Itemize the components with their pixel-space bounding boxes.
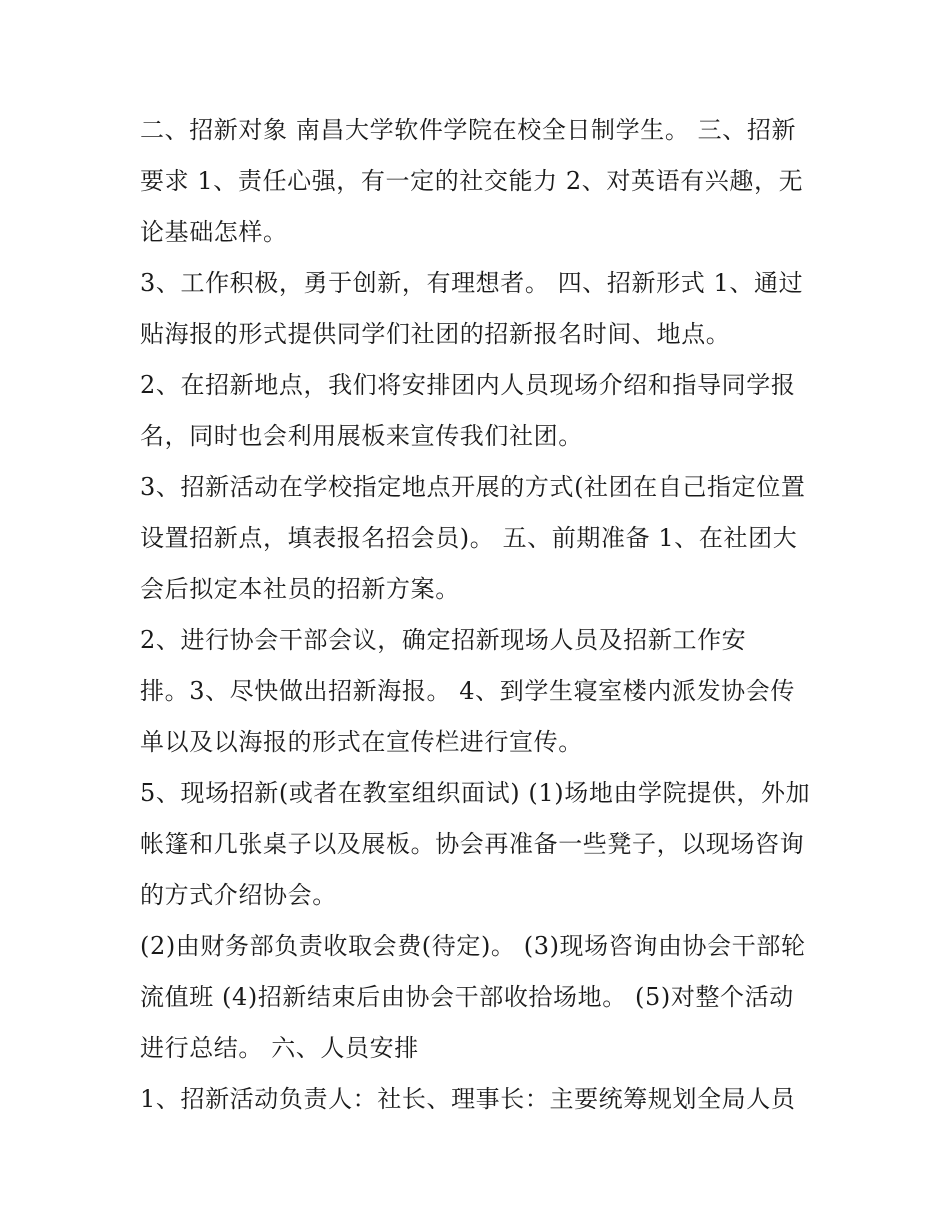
text-line: 的方式介绍协会。 — [140, 881, 337, 909]
paragraph-fees-and-duty — [140, 921, 820, 1074]
text-line: 会后拟定本社员的招新方案。 — [140, 575, 460, 603]
paragraph-preparation — [140, 615, 820, 768]
text-line: 5、现场招新(或者在教室组织面试) (1)场地由学院提供，外加 — [140, 779, 811, 807]
text-line: 1、招新活动负责人：社长、理事长：主要统筹规划全局人员 — [140, 1085, 796, 1113]
paragraph-recruit-site — [140, 360, 820, 462]
text-line: 名，同时也会利用展板来宣传我们社团。 — [140, 422, 583, 450]
text-line: (2)由财务部负责收取会费(待定)。 (3)现场咨询由协会干部轮 — [140, 932, 806, 960]
document-body — [140, 105, 820, 1125]
text-line: 3、工作积极，勇于创新，有理想者。 四、招新形式 1、通过 — [140, 269, 804, 297]
text-line: 贴海报的形式提供同学们社团的招新报名时间、地点。 — [140, 320, 731, 348]
paragraph-recruit-form — [140, 258, 820, 360]
text-line: 流值班 (4)招新结束后由协会干部收拾场地。 (5)对整个活动 — [140, 983, 794, 1011]
text-line: 帐篷和几张桌子以及展板。协会再准备一些凳子，以现场咨询 — [140, 830, 805, 858]
text-line: 要求 1、责任心强，有一定的社交能力 2、对英语有兴趣，无 — [140, 167, 804, 195]
text-line: 论基础怎样。 — [140, 218, 288, 246]
text-line: 进行总结。 六、人员安排 — [140, 1034, 419, 1062]
text-line: 2、进行协会干部会议，确定招新现场人员及招新工作安 — [140, 626, 747, 654]
paragraph-recruit-target — [140, 105, 820, 258]
text-line: 3、招新活动在学校指定地点开展的方式(社团在自己指定位置 — [140, 473, 806, 501]
paragraph-recruit-method — [140, 462, 820, 615]
paragraph-onsite-recruit — [140, 768, 820, 921]
text-line: 二、招新对象 南昌大学软件学院在校全日制学生。 三、招新 — [140, 116, 797, 144]
text-line: 设置招新点，填表报名招会员)。 五、前期准备 1、在社团大 — [140, 524, 798, 552]
paragraph-staffing — [140, 1074, 820, 1125]
text-line: 2、在招新地点，我们将安排团内人员现场介绍和指导同学报 — [140, 371, 796, 399]
text-line: 排。3、尽快做出招新海报。 4、到学生寝室楼内派发协会传 — [140, 677, 795, 705]
text-line: 单以及以海报的形式在宣传栏进行宣传。 — [140, 728, 583, 756]
